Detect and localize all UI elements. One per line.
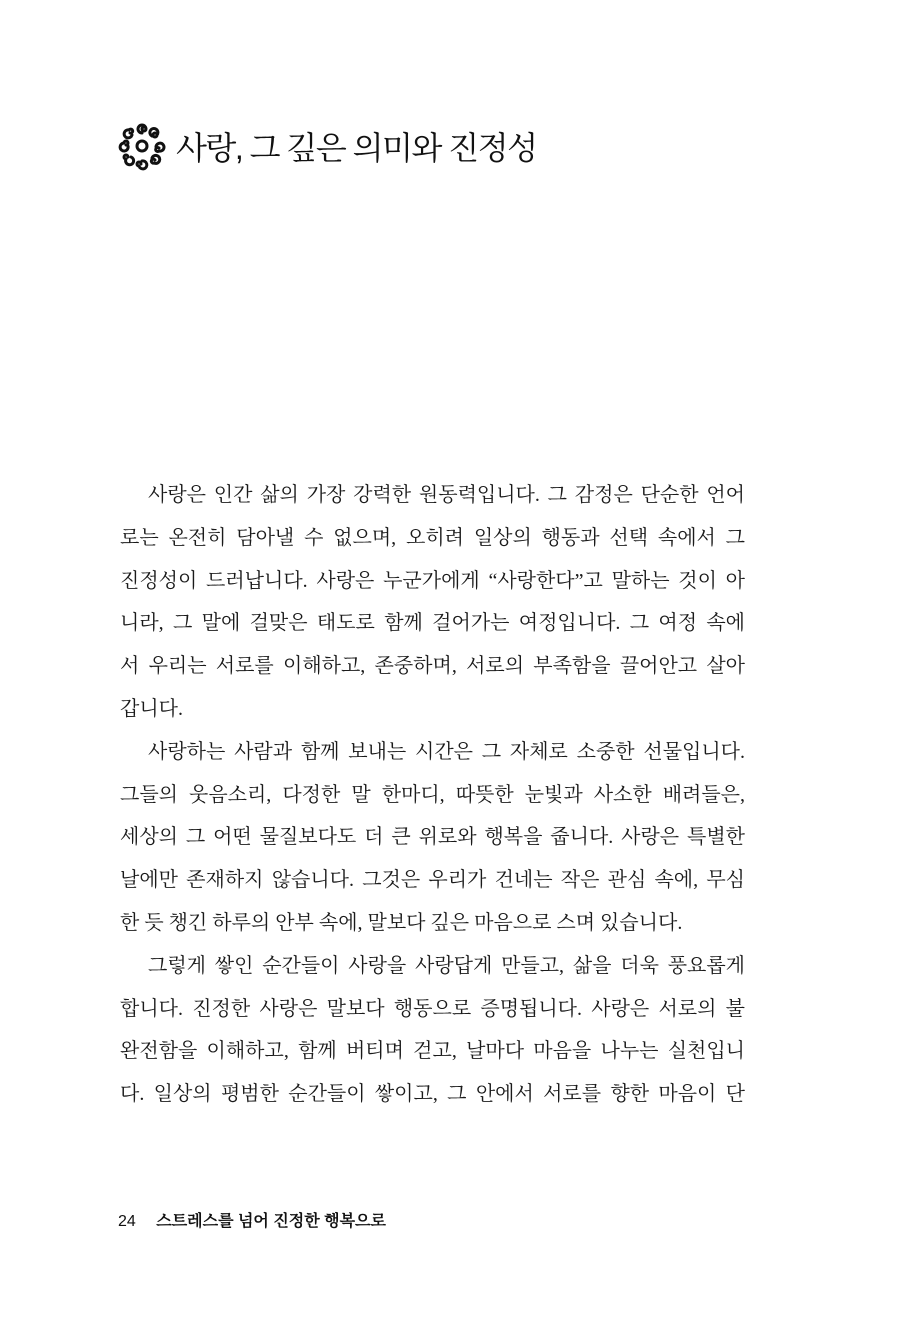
text-line: 한 듯 챙긴 하루의 안부 속에, 말보다 깊은 마음으로 스며 있습니다. bbox=[120, 911, 683, 934]
body-text bbox=[120, 474, 745, 1116]
text-line: 서 우리는 서로를 이해하고, 존중하며, 서로의 부족함을 끌어안고 살아 bbox=[120, 655, 745, 678]
text-line: 세상의 그 어떤 물질보다도 더 큰 위로와 행복을 줍니다. 사랑은 특별한 bbox=[120, 826, 745, 849]
text-line: 갑니다. bbox=[120, 697, 183, 720]
text-line: 합니다. 진정한 사랑은 말보다 행동으로 증명됩니다. 사랑은 서로의 불 bbox=[120, 997, 745, 1020]
text-line: 사랑하는 사람과 함께 보내는 시간은 그 자체로 소중한 선물입니다. bbox=[148, 740, 745, 763]
text-line: 그들의 웃음소리, 다정한 말 한마디, 따뜻한 눈빛과 사소한 배려들은, bbox=[120, 783, 745, 806]
chapter-heading bbox=[118, 118, 537, 174]
text-line: 진정성이 드러납니다. 사랑은 누군가에게 “사랑한다”고 말하는 것이 아 bbox=[120, 569, 745, 592]
text-line: 로는 온전히 담아낼 수 없으며, 오히려 일상의 행동과 선택 속에서 그 bbox=[120, 526, 745, 549]
text-line: 완전함을 이해하고, 함께 버티며 걷고, 날마다 마음을 나누는 실천입니 bbox=[120, 1040, 745, 1063]
page-footer bbox=[118, 1208, 386, 1231]
chapter-title: 사랑, 그 깊은 의미와 진정성 bbox=[176, 130, 537, 166]
text-line: 니라, 그 말에 걸맞은 태도로 함께 걸어가는 여정입니다. 그 여정 속에 bbox=[120, 612, 745, 635]
text-line: 다. 일상의 평범한 순간들이 쌓이고, 그 안에서 서로를 향한 마음이 단 bbox=[120, 1083, 745, 1106]
running-title: 스트레스를 넘어 진정한 행복으로 bbox=[156, 1213, 386, 1230]
page-number: 24 bbox=[118, 1213, 136, 1230]
swirl-ornament-icon bbox=[118, 119, 166, 173]
text-line: 사랑은 인간 삶의 가장 강력한 원동력입니다. 그 감정은 단순한 언어 bbox=[148, 484, 745, 506]
text-line: 그렇게 쌓인 순간들이 사랑을 사랑답게 만들고, 삶을 더욱 풍요롭게 bbox=[148, 954, 745, 977]
text-line: 날에만 존재하지 않습니다. 그것은 우리가 건네는 작은 관심 속에, 무심 bbox=[120, 869, 745, 892]
